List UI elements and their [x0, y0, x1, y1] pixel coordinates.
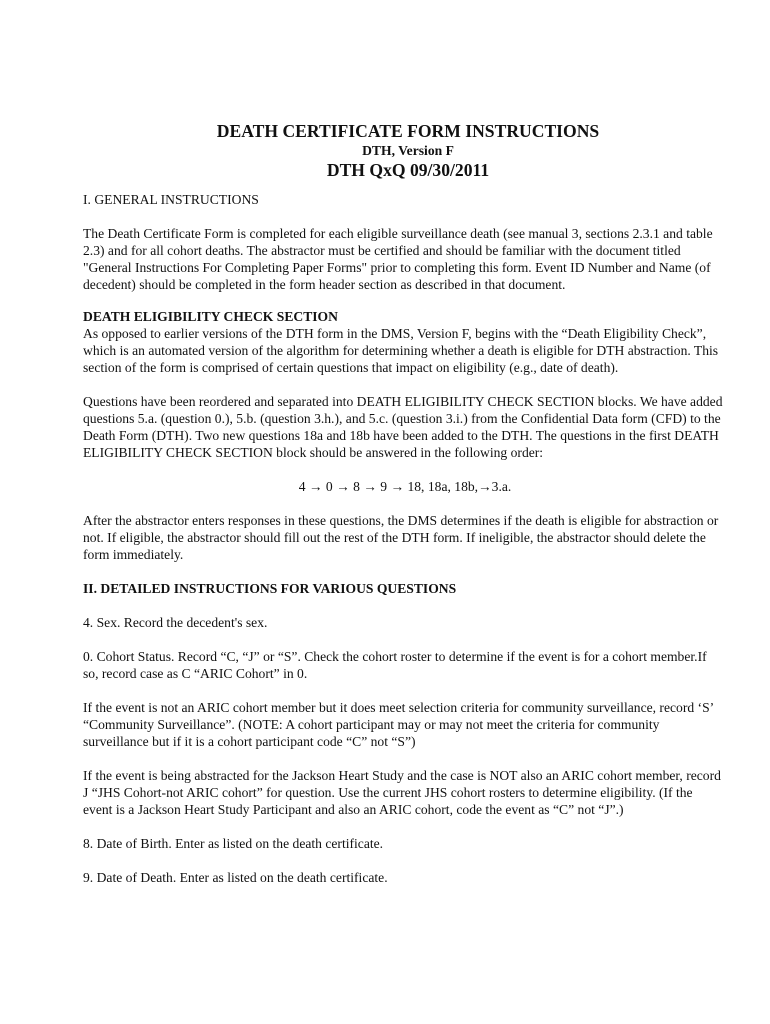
question-8-date-of-birth: 8. Date of Birth. Enter as listed on the death certificate. — [83, 836, 384, 851]
detailed-instructions-heading: II. DETAILED INSTRUCTIONS FOR VARIOUS QUESTIONS — [83, 581, 457, 596]
eligibility-paragraph-2: Questions have been reordered and separated into DEATH ELIGIBILITY CHECK SECTION blocks. We have added questions 5.a. (question 0.), 5.b. (question 3.h.), and 5.c. (question 3.i.) from the Confidential Data form (CFD) to the Death Form (DTH). Two new questions 18a and 18b have been added to the DTH. The questions in the first DEATH ELIGIBILITY CHECK SECTION block should be answered in the following order: — [83, 394, 723, 460]
general-instructions-paragraph: The Death Certificate Form is completed for each eligible surveillance death (see manual 3, sections 2.3.1 and table 2.3) and for all cohort deaths. The abstractor must be certified and should be familiar with the document titled "General Instructions For Completing Paper Forms" prior to completing this form. Event ID Number and Name (of decedent) should be completed in the form header section as described in that document. — [83, 226, 713, 292]
document-body — [83, 120, 723, 886]
question-0-jackson-heart-study: If the event is being abstracted for the Jackson Heart Study and the case is NOT also an ARIC cohort member, record J “JHS Cohort-not ARIC cohort” for question. Use the current JHS cohort rosters to determine eligibility. (If the event is a Jackson Heart Study Participant and also an ARIC cohort, code the event as “C” not “J”.) — [83, 768, 721, 817]
question-9-date-of-death: 9. Date of Death. Enter as listed on the death certificate. — [83, 870, 388, 885]
question-4-sex: 4. Sex. Record the decedent's sex. — [83, 615, 268, 630]
eligibility-paragraph-3: After the abstractor enters responses in these questions, the DMS determines if the death is eligible for abstraction or not. If eligible, the abstractor should fill out the rest of the DTH form. If ineligible, the abstractor should delete the form immediately. — [83, 513, 719, 562]
document-version: DTH, Version F — [362, 143, 454, 158]
eligibility-paragraph-1: As opposed to earlier versions of the DTH form in the DMS, Version F, begins with the “Death Eligibility Check”, which is an automated version of the algorithm for determining whether a death is eligible for DTH abstraction. This section of the form is comprised of certain questions that impact on eligibility (e.g., date of death). — [83, 326, 719, 375]
question-order-sequence: 4 → 0 → 8 → 9 → 18, 18a, 18b,→3.a. — [298, 479, 512, 494]
question-0-cohort-status: 0. Cohort Status. Record “C, “J” or “S”. Check the cohort roster to determine if the event is for a cohort member.If so, record case as C “ARIC Cohort” in 0. — [83, 649, 707, 681]
eligibility-check-heading: DEATH ELIGIBILITY CHECK SECTION — [83, 309, 338, 324]
general-instructions-heading: I. GENERAL INSTRUCTIONS — [83, 192, 259, 207]
question-0-community-surveillance: If the event is not an ARIC cohort member but it does meet selection criteria for community surveillance, record ‘S’ “Community Surveillance”. (NOTE: A cohort participant may or may not meet the criteria for community surveillance but if it is a cohort participant code “C” not “S”) — [83, 700, 714, 749]
document-qxq-date: DTH QxQ 09/30/2011 — [326, 160, 490, 180]
document-title: DEATH CERTIFICATE FORM INSTRUCTIONS — [216, 121, 600, 141]
